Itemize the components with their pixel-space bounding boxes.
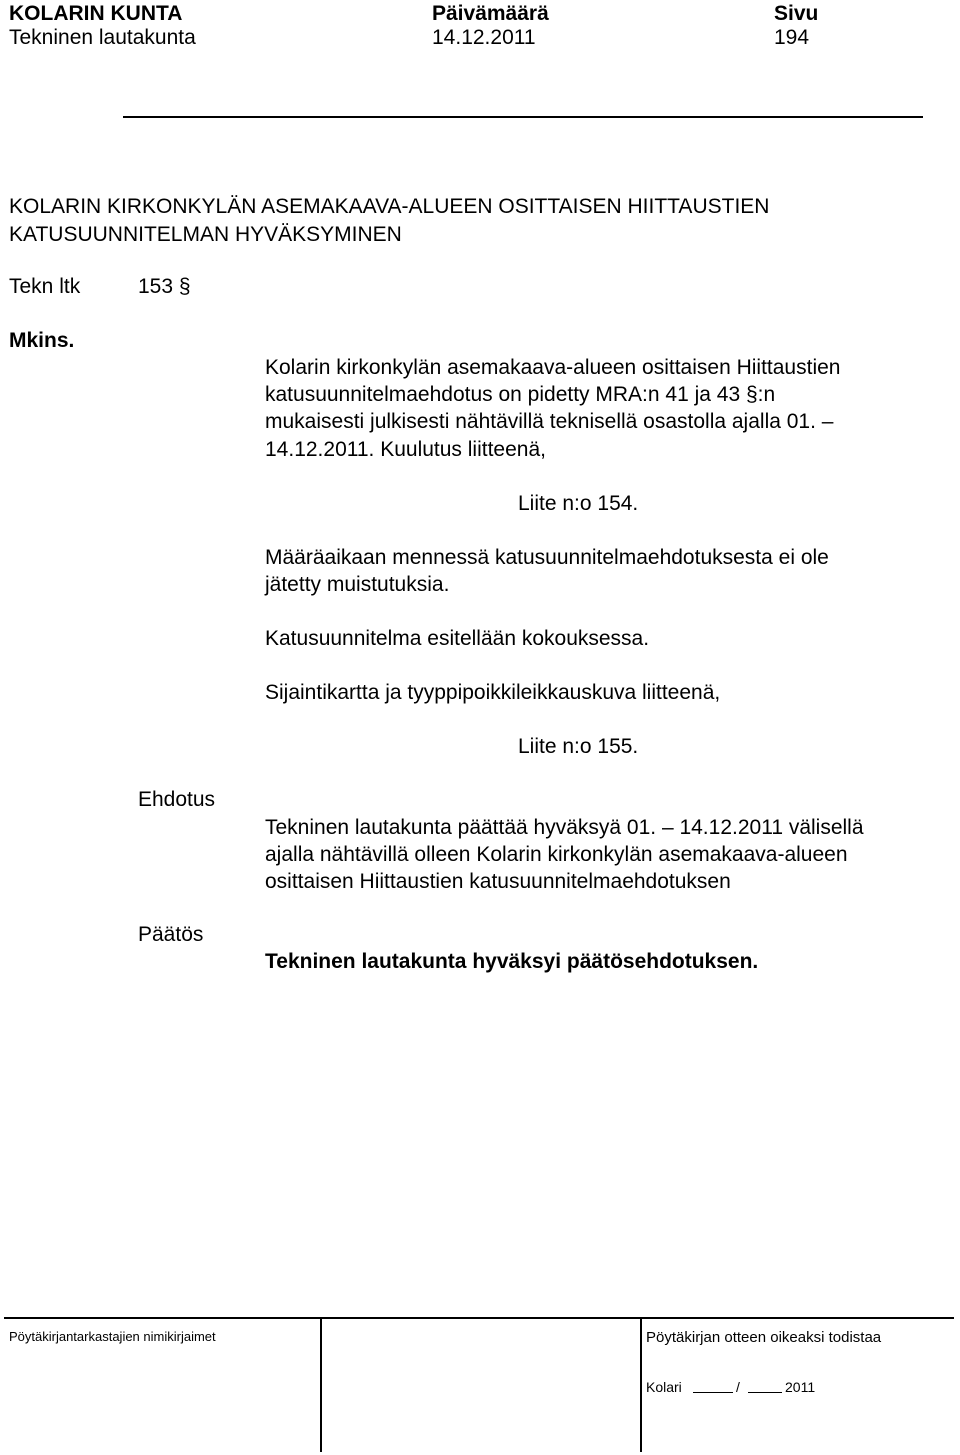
footer-date-slash: / xyxy=(736,1379,740,1395)
footer-place: Kolari xyxy=(646,1379,682,1395)
section-label: Tekn ltk xyxy=(9,275,81,298)
section-number: 153 § xyxy=(138,275,191,298)
footer-day-blank xyxy=(693,1392,733,1393)
header-page-number: 194 xyxy=(774,26,810,49)
attachment-ref-154: Liite n:o 154. xyxy=(518,492,639,515)
footer-initials-label: Pöytäkirjantarkastajien nimikirjaimet xyxy=(9,1329,216,1344)
proposal-line-3: osittaisen Hiittaustien katusuunnitelmaehdotuksen xyxy=(265,870,731,893)
footer-left-divider xyxy=(320,1318,322,1452)
footer-month-blank xyxy=(748,1392,782,1393)
proposal-label: Ehdotus xyxy=(138,788,216,811)
attachment-ref-155: Liite n:o 155. xyxy=(518,735,639,758)
header-date-label: Päivämäärä xyxy=(432,2,549,25)
proposal-line-1: Tekninen lautakunta päättää hyväksyä 01. – 14.12.2011 välisellä xyxy=(265,816,864,839)
body-para2-line-2: jätetty muistutuksia. xyxy=(265,573,450,596)
footer-year: 2011 xyxy=(785,1379,816,1395)
body-para1-line-3: mukaisesti julkisesti nähtävillä teknisellä osastolla ajalla 01. – xyxy=(265,410,834,433)
decision-text: Tekninen lautakunta hyväksyi päätösehdotuksen. xyxy=(265,950,759,973)
proposal-line-2: ajalla nähtävillä olleen Kolarin kirkonkylän asemakaava-alueen xyxy=(265,843,848,866)
header-page-label: Sivu xyxy=(774,2,819,25)
preparer-label: Mkins. xyxy=(9,329,75,352)
decision-label: Päätös xyxy=(138,923,204,946)
header-date: 14.12.2011 xyxy=(432,26,536,49)
header-dept: Tekninen lautakunta xyxy=(9,26,196,49)
body-para1-line-2: katusuunnitelmaehdotus on pidetty MRA:n 41 ja 43 §:n xyxy=(265,383,776,406)
footer-top-rule xyxy=(4,1317,954,1319)
footer-certification-label: Pöytäkirjan otteen oikeaksi todistaa xyxy=(646,1329,882,1346)
footer-right-divider xyxy=(640,1318,642,1452)
body-para3: Katusuunnitelma esitellään kokouksessa. xyxy=(265,627,650,650)
body-para4: Sijaintikartta ja tyyppipoikkileikkauskuva liitteenä, xyxy=(265,681,721,704)
document-title-line-1: KOLARIN KIRKONKYLÄN ASEMAKAAVA-ALUEEN OSITTAISEN HIITTAUSTIEN xyxy=(9,195,770,218)
document-title-line-2: KATUSUUNNITELMAN HYVÄKSYMINEN xyxy=(9,223,402,246)
body-para1-line-4: 14.12.2011. Kuulutus liitteenä, xyxy=(265,438,546,461)
header-org: KOLARIN KUNTA xyxy=(9,2,183,25)
header-rule xyxy=(123,116,923,118)
body-para1-line-1: Kolarin kirkonkylän asemakaava-alueen osittaisen Hiittaustien xyxy=(265,356,841,379)
body-para2-line-1: Määräaikaan mennessä katusuunnitelmaehdotuksesta ei ole xyxy=(265,546,829,569)
